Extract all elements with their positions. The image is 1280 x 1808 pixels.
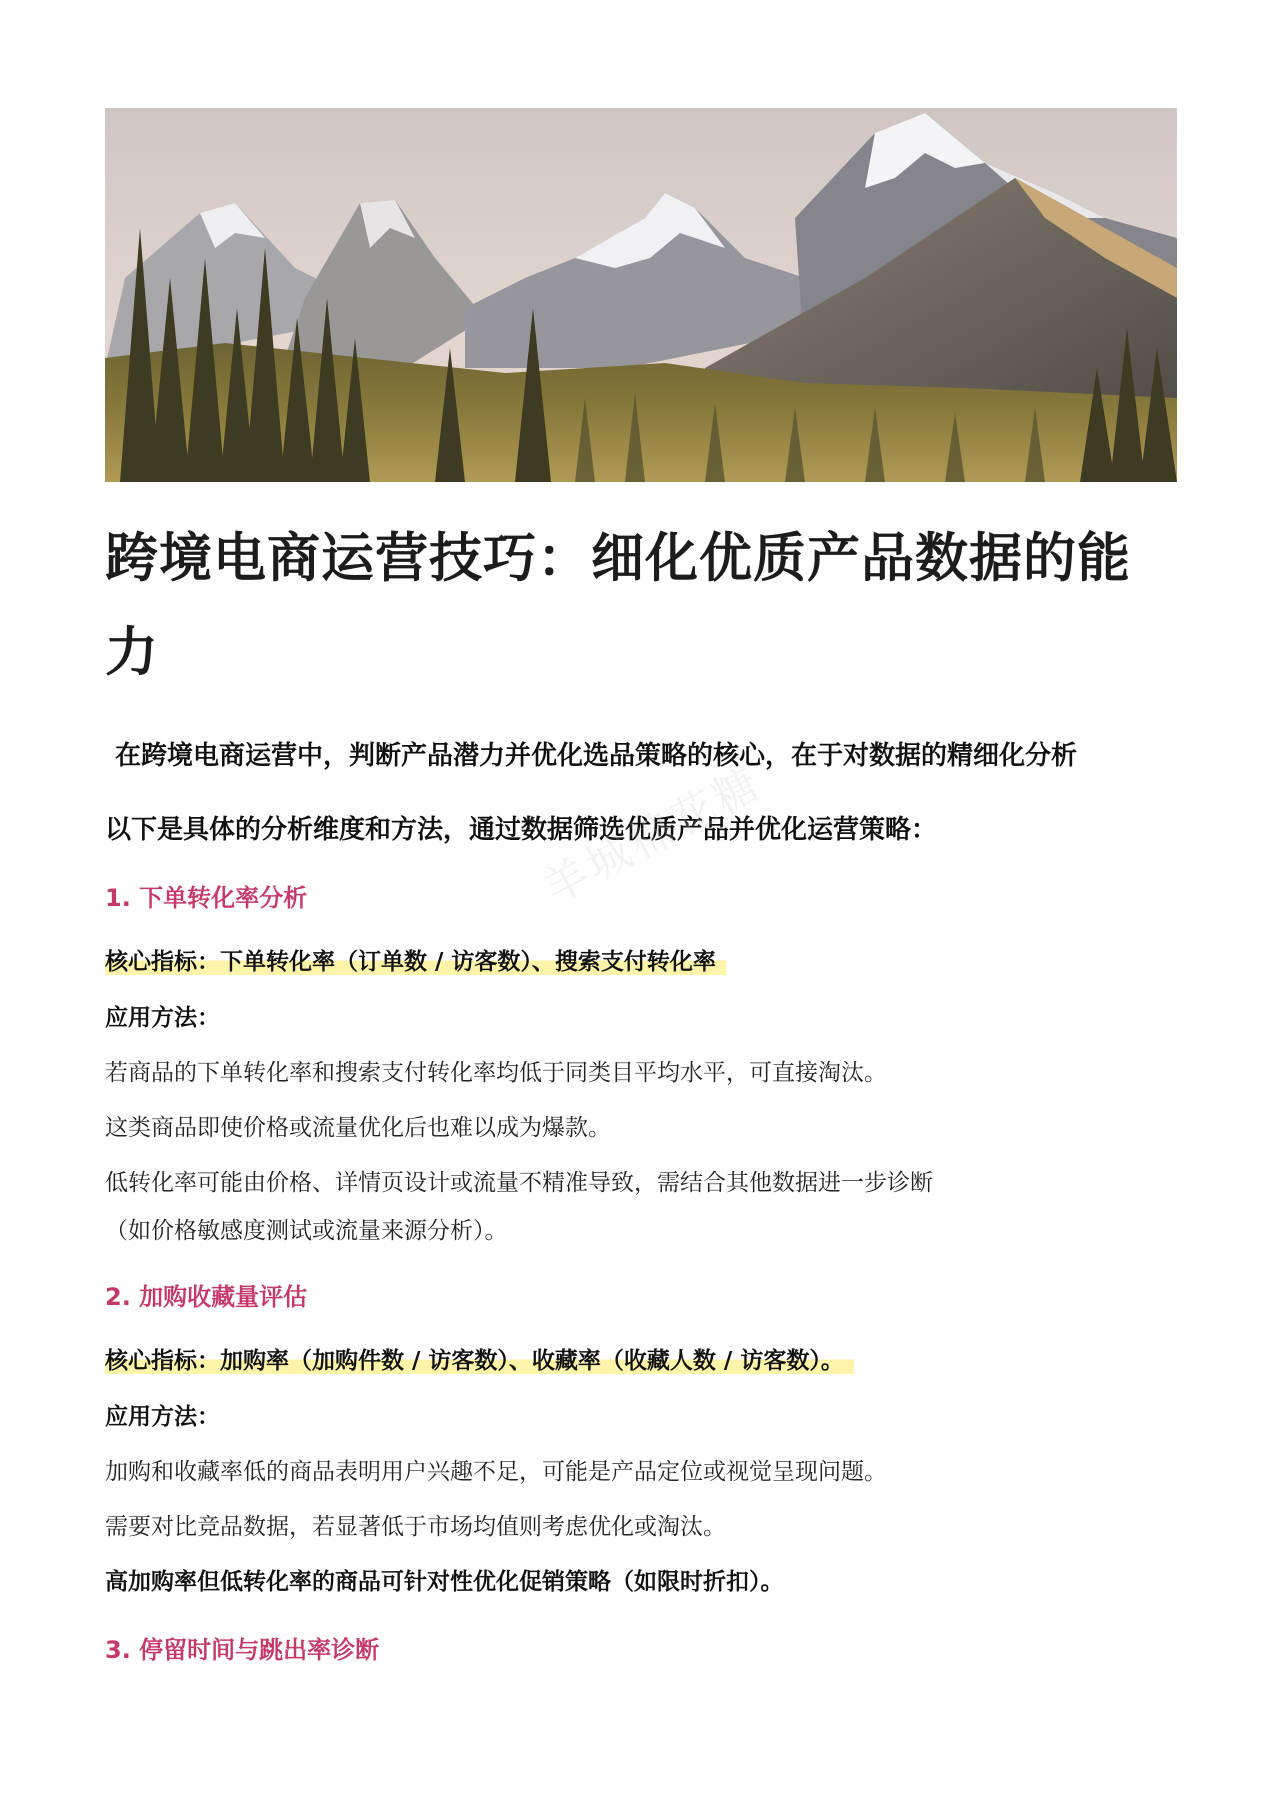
section-heading-cart-favorites: 2. 加购收藏量评估 (105, 1283, 308, 1311)
metric-highlight (105, 942, 1177, 984)
method-label: 应用方法： (105, 1404, 220, 1430)
metric-text: 核心指标：下单转化率（订单数 / 访客数）、搜索支付转化率 (105, 949, 726, 975)
body-line: 这类商品即使价格或流量优化后也难以成为爆款。 (105, 1115, 611, 1141)
metric-text: 核心指标：加购率（加购件数 / 访客数）、收藏率（收藏人数 / 访客数）。 (105, 1348, 854, 1374)
body-line: 需要对比竞品数据，若显著低于市场均值则考虑优化或淘汰。 (105, 1514, 726, 1540)
lead-paragraph: 以下是具体的分析维度和方法，通过数据筛选优质产品并优化运营策略： (105, 815, 938, 845)
body-line-bold: 高加购率但低转化率的商品可针对性优化促销策略（如限时折扣）。 (105, 1569, 784, 1595)
section-heading-dwell-bounce: 3. 停留时间与跳出率诊断 (105, 1636, 380, 1664)
body-line: 加购和收藏率低的商品表明用户兴趣不足，可能是产品定位或视觉呈现问题。 (105, 1459, 887, 1485)
intro-paragraph: 在跨境电商运营中，判断产品潜力并优化选品策略的核心，在于对数据的精细化分析 (115, 741, 1078, 771)
method-label: 应用方法： (105, 1005, 220, 1031)
body-line: （如价格敏感度测试或流量来源分析）。 (105, 1218, 508, 1244)
metric-highlight (105, 1341, 1177, 1383)
section-heading-conversion: 1. 下单转化率分析 (105, 884, 308, 912)
article-page (105, 108, 1177, 1670)
watermark: 羊城棉花糖 (535, 757, 772, 915)
body-line: 若商品的下单转化率和搜索支付转化率均低于同类目平均水平，可直接淘汰。 (105, 1060, 887, 1086)
page-title: 跨境电商运营技巧：细化优质产品数据的能力 (105, 528, 1131, 683)
body-line: 低转化率可能由价格、详情页设计或流量不精准导致，需结合其他数据进一步诊断 (105, 1170, 933, 1196)
hero-mountain-image (105, 108, 1177, 482)
